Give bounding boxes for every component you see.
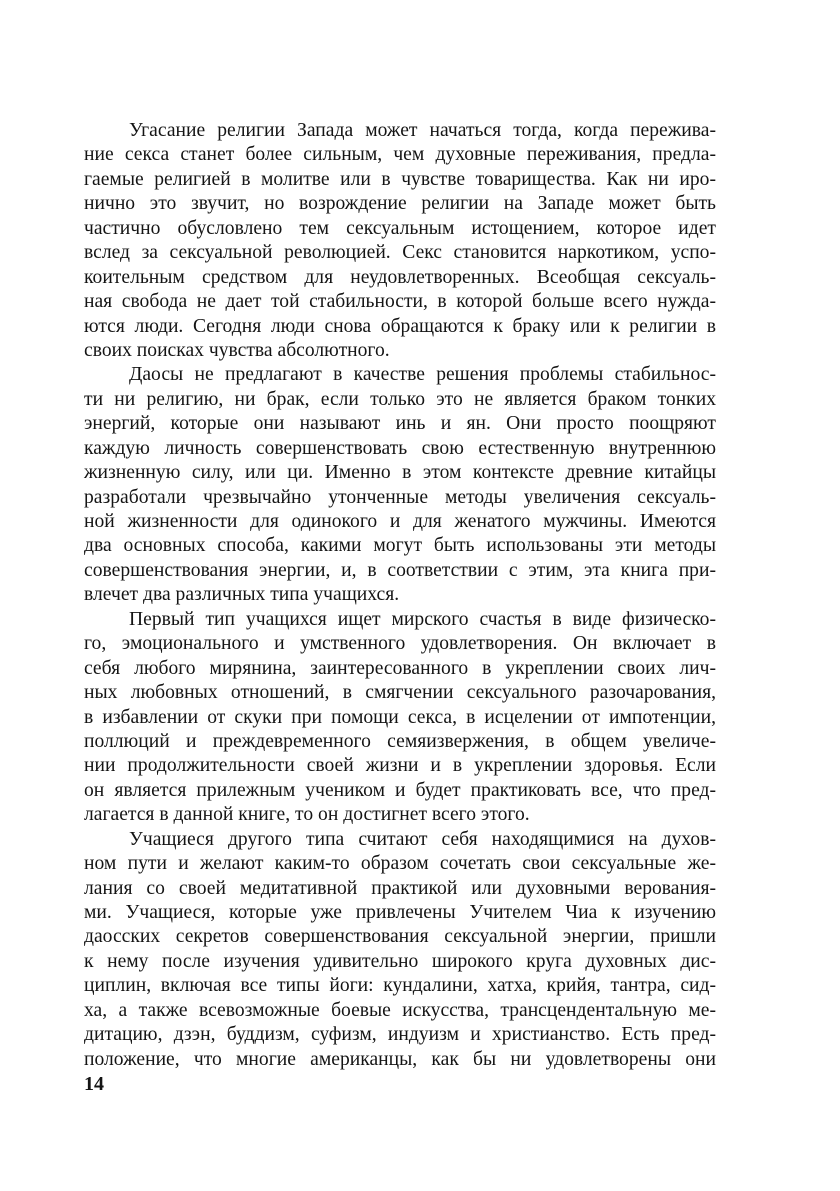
text-line: ми. Учащиеся, которые уже привлечены Учителем Чиа к изучению	[84, 902, 716, 923]
text-line: к нему после изучения удивительно широкого круга духовных дис-	[84, 950, 716, 972]
text-line: ти ни религию, ни брак, если только это не является браком тонких	[84, 388, 716, 410]
text-line: ная свобода не дает той стабильности, в которой больше всего нужда-	[84, 291, 716, 313]
text-line: го, эмоционального и умственного удовлетворения. Он включает в	[84, 633, 716, 655]
text-line: даосских секретов совершенствования сексуальной энергии, пришли	[84, 926, 716, 948]
text-line: гаемые религией в молитве или в чувстве товарищества. Как ни иро-	[84, 168, 716, 190]
text-line: нии продолжительности своей жизни и в укреплении здоровья. Если	[84, 755, 716, 777]
text-line: себя любого мирянина, заинтересованного в укреплении своих лич-	[84, 657, 716, 679]
text-line: нично это звучит, но возрождение религии на Западе может быть	[84, 193, 716, 215]
text-line: лагается в данной книге, то он достигнет всего этого.	[84, 804, 530, 826]
text-line: Угасание религии Запада может начаться тогда, когда пережива-	[129, 120, 716, 141]
text-line: в избавлении от скуки при помощи секса, в исцелении от импотенции,	[84, 706, 716, 728]
page-number: 14	[84, 1073, 104, 1095]
text-line: совершенствования энергии, и, в соответствии с этим, эта книга при-	[84, 559, 716, 581]
text-line: два основных способа, какими могут быть использованы эти методы	[84, 535, 716, 557]
text-line: энергий, которые они называют инь и ян. Они просто поощряют	[84, 413, 716, 435]
text-line: частично обусловлено тем сексуальным истощением, которое идет	[84, 217, 716, 239]
text-line: каждую личность совершенствовать свою естественную внутреннюю	[84, 437, 716, 459]
text-line: вслед за сексуальной революцией. Секс становится наркотиком, успо-	[84, 242, 716, 264]
text-line: коительным средством для неудовлетворенных. Всеобщая сексуаль-	[84, 266, 716, 288]
text-line: ном пути и желают каким-то образом сочетать свои сексуальные же-	[84, 853, 716, 875]
text-line: ха, а также всевозможные боевые искусства, трансцендентальную ме-	[84, 999, 716, 1021]
text-line: жизненную силу, или ци. Именно в этом контексте древние китайцы	[84, 462, 716, 484]
text-line: дитацию, дзэн, буддизм, суфизм, индуизм и христианство. Есть пред-	[84, 1024, 716, 1046]
text-line: Даосы не предлагают в качестве решения проблемы стабильнос-	[129, 364, 716, 386]
text-line: он является прилежным учеником и будет практиковать все, что пред-	[84, 779, 716, 801]
text-line: Первый тип учащихся ищет мирского счастья в виде физическо-	[129, 608, 716, 630]
text-line: Учащиеся другого типа считают себя находящимися на духов-	[129, 828, 716, 850]
text-line: ются люди. Сегодня люди снова обращаются к браку или к религии в	[84, 315, 716, 337]
text-line: влечет два различных типа учащихся.	[84, 584, 400, 606]
text-line: ной жизненности для одинокого и для женатого мужчины. Имеются	[84, 511, 716, 532]
body-text	[84, 119, 716, 1072]
text-line: своих поисках чувства абсолютного.	[84, 339, 390, 361]
text-line: положение, что многие американцы, как бы ни удовлетворены они	[84, 1048, 716, 1070]
text-line: поллюций и преждевременного семяизвержения, в общем увеличе-	[84, 730, 716, 752]
text-line: разработали чрезвычайно утонченные методы увеличения сексуаль-	[84, 486, 716, 508]
text-line: циплин, включая все типы йоги: кундалини, хатха, крийя, тантра, сид-	[84, 975, 716, 997]
text-line: лания со своей медитативной практикой или духовными верования-	[84, 877, 716, 899]
text-line: ние секса станет более сильным, чем духовные переживания, предла-	[84, 144, 716, 166]
text-line: ных любовных отношений, в смягчении сексуального разочарования,	[84, 682, 716, 704]
